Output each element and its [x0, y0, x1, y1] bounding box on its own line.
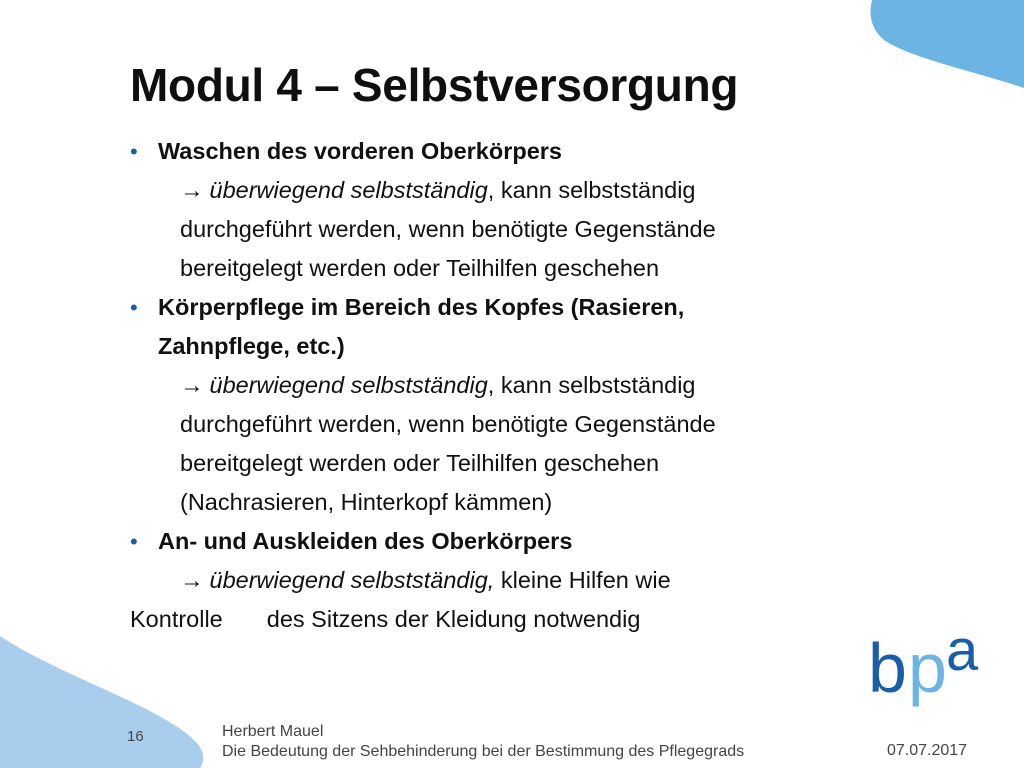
arrow-right-icon: →	[180, 372, 204, 398]
top-right-decoration	[860, 0, 1024, 92]
bullet-heading: Körperpflege im Bereich des Kopfes (Rasieren,	[158, 294, 685, 320]
sub-line: durchgeführt werden, wenn benötigte Gegenstände	[180, 411, 716, 437]
bullet-heading-continuation	[130, 327, 890, 366]
arrow-right-icon: →	[180, 177, 204, 203]
sub-rest: kleine Hilfen wie	[494, 567, 671, 593]
sub-line	[130, 561, 890, 600]
bullet-item-washing	[130, 132, 890, 171]
sub-line: bereitgelegt werden oder Teilhilfen geschehen	[180, 255, 660, 281]
footer-text	[222, 722, 744, 762]
bullet-heading: Zahnpflege, etc.)	[158, 333, 345, 359]
svg-text:b: b	[868, 629, 907, 707]
sub-italic: überwiegend selbstständig	[209, 372, 488, 398]
bullet-heading: An- und Auskleiden des Oberkörpers	[158, 528, 573, 554]
footer-date: 07.07.2017	[887, 742, 968, 759]
arrow-right-icon: →	[180, 567, 204, 593]
sub-line	[130, 366, 890, 405]
sub-rest: , kann selbstständig	[487, 177, 696, 203]
bullet-heading: Waschen des vorderen Oberkörpers	[158, 138, 562, 164]
sub-line-b: des Sitzens der Kleidung notwendig	[266, 606, 641, 632]
svg-text:p: p	[908, 629, 947, 707]
bullet-list	[130, 132, 890, 639]
bullet-icon: •	[130, 295, 138, 320]
sub-line: (Nachrasieren, Hinterkopf kämmen)	[180, 489, 553, 515]
sub-italic: überwiegend selbstständig	[209, 177, 488, 203]
bullet-icon: •	[130, 529, 138, 554]
bottom-left-decoration	[0, 636, 210, 768]
sub-italic: überwiegend selbstständig,	[209, 567, 495, 593]
sub-rest: , kann selbstständig	[487, 372, 696, 398]
svg-text:a: a	[946, 622, 979, 683]
sub-line	[130, 600, 890, 639]
page-number: 16	[127, 728, 144, 745]
footer-talk-title: Die Bedeutung der Sehbehinderung bei der Bestimmung des Pflegegrads	[222, 743, 745, 760]
sub-line-a: Kontrolle	[130, 606, 223, 632]
bpa-logo	[866, 622, 988, 718]
footer-author: Herbert Mauel	[222, 723, 324, 740]
bullet-item-dressing	[130, 522, 890, 561]
sub-line: durchgeführt werden, wenn benötigte Gegenstände	[180, 216, 716, 242]
bullet-item-head-care	[130, 288, 890, 327]
sub-line	[130, 171, 890, 210]
bullet-icon: •	[130, 139, 138, 164]
slide-title: Modul 4 – Selbstversorgung	[130, 59, 739, 111]
sub-line: bereitgelegt werden oder Teilhilfen geschehen	[180, 450, 660, 476]
